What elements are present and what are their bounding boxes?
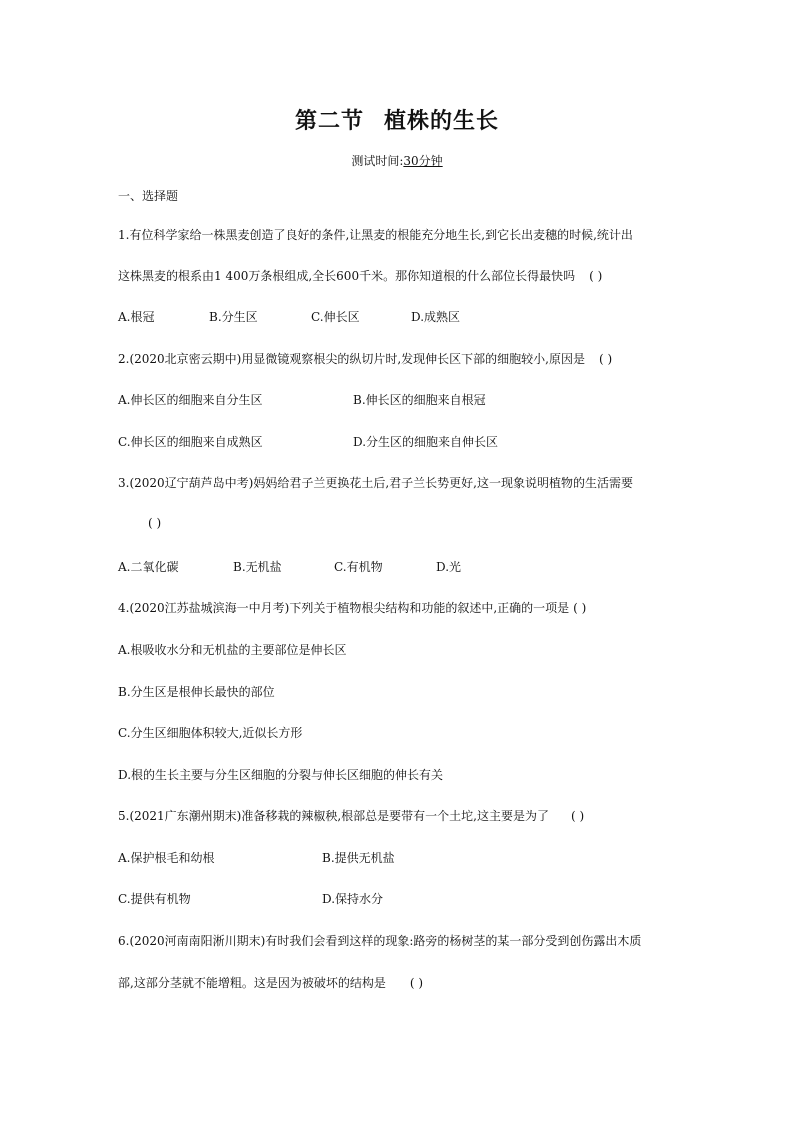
question-1-option-d: D.成熟区: [411, 310, 461, 324]
section-name: 植株的生长: [384, 109, 500, 134]
question-5-option-d: D.保持水分: [322, 892, 384, 906]
question-2-option-a: A.伸长区的细胞来自分生区: [118, 393, 263, 407]
question-3-option-a: A.二氧化碳: [118, 560, 179, 574]
question-3-option-d: D.光: [436, 560, 462, 574]
question-6-line-1: 6.(2020河南南阳淅川期末)有时我们会看到这样的现象:路旁的杨树茎的某一部分受到创伤露出木质: [118, 934, 642, 948]
page-title: [0, 104, 794, 135]
question-5-option-a: A.保护根毛和幼根: [118, 851, 215, 865]
section-heading: 一、选择题: [118, 189, 179, 203]
answer-blank: ( ): [598, 352, 613, 366]
answer-blank: ( ): [570, 809, 585, 823]
section-number: 第二节: [294, 109, 364, 134]
question-4-option-a: A.根吸收水分和无机盐的主要部位是伸长区: [118, 643, 347, 657]
question-3-option-c: C.有机物: [334, 560, 383, 574]
question-2-line-1: [118, 350, 612, 367]
question-4-text: 4.(2020江苏盐城滨海一中月考)下列关于植物根尖结构和功能的叙述中,正确的一项是: [118, 601, 570, 615]
test-time-label: 测试时间:: [351, 154, 404, 168]
question-4-option-c: C.分生区细胞体积较大,近似长方形: [118, 726, 303, 740]
question-1-option-b: B.分生区: [209, 310, 258, 324]
question-4-option-b: B.分生区是根伸长最快的部位: [118, 685, 275, 699]
answer-blank: ( ): [148, 516, 162, 530]
question-5-option-c: C.提供有机物: [118, 892, 191, 906]
question-5-text: 5.(2021广东潮州期末)准备移栽的辣椒秧,根部总是要带有一个土坨,这主要是为了: [118, 809, 549, 823]
answer-blank: ( ): [573, 601, 587, 615]
question-1-option-c: C.伸长区: [311, 310, 360, 324]
question-2-option-c: C.伸长区的细胞来自成熟区: [118, 435, 263, 449]
question-2-option-b: B.伸长区的细胞来自根冠: [353, 393, 486, 407]
question-6-line-2: [118, 974, 423, 991]
question-2-text: 2.(2020北京密云期中)用显微镜观察根尖的纵切片时,发现伸长区下部的细胞较小,原因是: [118, 352, 585, 366]
question-6-text: 部,这部分茎就不能增粗。这是因为被破坏的结构是: [118, 976, 386, 990]
answer-blank: ( ): [409, 976, 424, 990]
question-3-option-b: B.无机盐: [233, 560, 282, 574]
test-time-value: 30分钟: [403, 154, 443, 168]
question-5-option-b: B.提供无机盐: [322, 851, 395, 865]
question-1-text: 这株黑麦的根系由1 400万条根组成,全长600千米。那你知道根的什么部位长得最快吗: [118, 269, 576, 283]
question-1-line-1: 1.有位科学家给一株黑麦创造了良好的条件,让黑麦的根能充分地生长,到它长出麦穗的时候,统计出: [118, 228, 633, 242]
question-4-option-d: D.根的生长主要与分生区细胞的分裂与伸长区细胞的伸长有关: [118, 768, 444, 782]
answer-blank: ( ): [589, 269, 603, 283]
question-4-line-1: [118, 599, 586, 616]
question-3-line-1: 3.(2020辽宁葫芦岛中考)妈妈给君子兰更换花土后,君子兰长势更好,这一现象说明植物的生活需要: [118, 476, 633, 490]
question-2-option-d: D.分生区的细胞来自伸长区: [353, 435, 499, 449]
question-5-line-1: [118, 807, 584, 824]
question-1-option-a: A.根冠: [118, 310, 155, 324]
test-time: [0, 152, 794, 169]
question-1-line-2: [118, 267, 602, 284]
